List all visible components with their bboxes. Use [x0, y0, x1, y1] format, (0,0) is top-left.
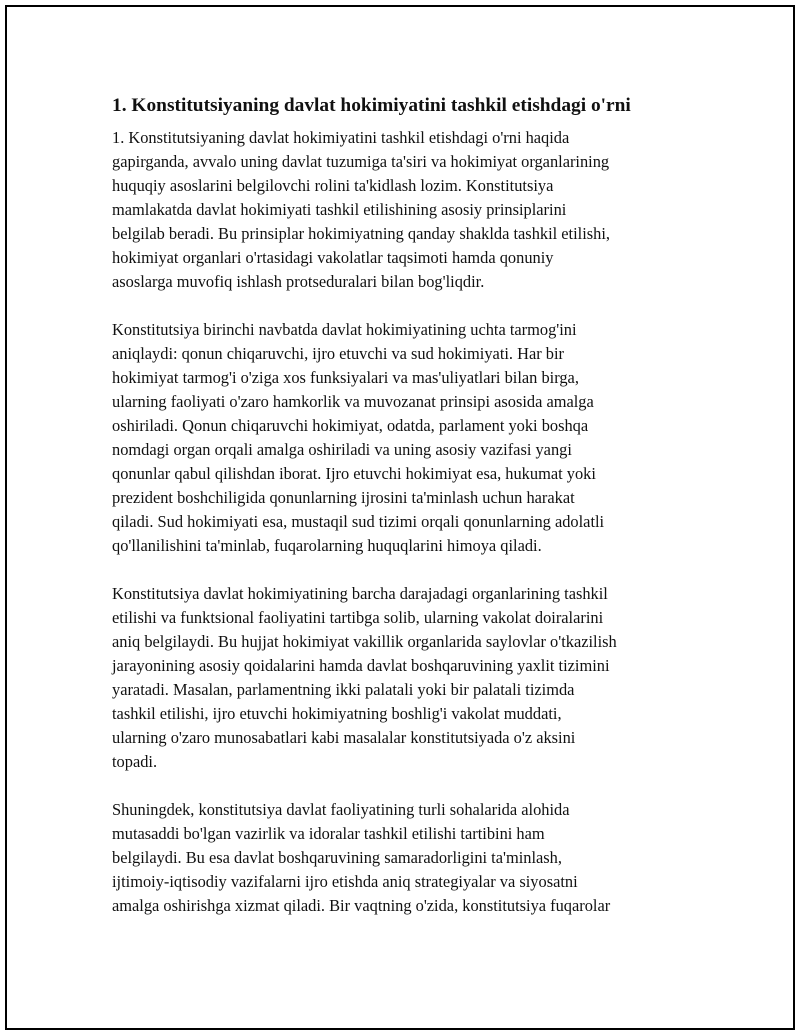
text-line: Konstitutsiya birinchi navbatda davlat hokimiyatining uchta tarmog'ini [112, 320, 577, 339]
text-line: jarayonining asosiy qoidalarini hamda davlat boshqaruvining yaxlit tizimini [112, 656, 610, 675]
text-line: qonunlar qabul qilishdan iborat. Ijro etuvchi hokimiyat esa, hukumat yoki [112, 464, 596, 483]
text-line: ularning faoliyati o'zaro hamkorlik va muvozanat prinsipi asosida amalga [112, 392, 594, 411]
text-line: yaratadi. Masalan, parlamentning ikki palatali yoki bir palatali tizimda [112, 680, 575, 699]
paragraph-3 [112, 582, 692, 774]
text-line: aniq belgilaydi. Bu hujjat hokimiyat vakillik organlarida saylovlar o'tkazilish [112, 632, 617, 651]
text-line: nomdagi organ orqali amalga oshiriladi va uning asosiy vazifasi yangi [112, 440, 572, 459]
text-line: topadi. [112, 752, 158, 771]
text-line: qiladi. Sud hokimiyati esa, mustaqil sud tizimi orqali qonunlarning adolatli [112, 512, 605, 531]
text-line: belgilaydi. Bu esa davlat boshqaruvining samaradorligini ta'minlash, [112, 848, 562, 867]
paragraph-2 [112, 318, 692, 558]
text-line: ularning o'zaro munosabatlari kabi masalalar konstitutsiyada o'z aksini [112, 728, 576, 747]
text-line: etilishi va funktsional faoliyatini tartibga solib, ularning vakolat doiralarini [112, 608, 604, 627]
text-line: mamlakatda davlat hokimiyati tashkil etilishining asosiy prinsiplarini [112, 200, 567, 219]
text-line: huquqiy asoslarini belgilovchi rolini ta'kidlash lozim. Konstitutsiya [112, 176, 554, 195]
text-line: ijtimoiy-iqtisodiy vazifalarni ijro etishda aniq strategiyalar va siyosatni [112, 872, 578, 891]
text-line: qo'llanilishini ta'minlab, fuqarolarning huquqlarini himoya qiladi. [112, 536, 542, 555]
text-line: mutasaddi bo'lgan vazirlik va idoralar tashkil etilishi tartibini ham [112, 824, 545, 843]
text-line: tashkil etilishi, ijro etuvchi hokimiyatning boshlig'i vakolat muddati, [112, 704, 562, 723]
text-line: hokimiyat organlari o'rtasidagi vakolatlar taqsimoti hamda qonuniy [112, 248, 554, 267]
document-content [112, 94, 692, 942]
text-line: amalga oshirishga xizmat qiladi. Bir vaqtning o'zida, konstitutsiya fuqarolar [112, 896, 611, 915]
document-title: 1. Konstitutsiyaning davlat hokimiyatini tashkil etishdagi o'rni [112, 95, 631, 116]
text-line: prezident boshchiligida qonunlarning ijrosini ta'minlash uchun harakat [112, 488, 575, 507]
text-line: Shuningdek, konstitutsiya davlat faoliyatining turli sohalarida alohida [112, 800, 570, 819]
text-line: belgilab beradi. Bu prinsiplar hokimiyatning qanday shaklda tashkil etilishi, [112, 224, 611, 243]
text-line: oshiriladi. Qonun chiqaruvchi hokimiyat, odatda, parlament yoki boshqa [112, 416, 589, 435]
text-line: aniqlaydi: qonun chiqaruvchi, ijro etuvchi va sud hokimiyati. Har bir [112, 344, 565, 363]
text-line: gapirganda, avvalo uning davlat tuzumiga ta'siri va hokimiyat organlarining [112, 152, 610, 171]
text-line: 1. Konstitutsiyaning davlat hokimiyatini tashkil etishdagi o'rni haqida [112, 128, 570, 147]
paragraph-4 [112, 798, 692, 918]
paragraph-1 [112, 126, 692, 294]
text-line: asoslarga muvofiq ishlash protseduralari bilan bog'liqdir. [112, 272, 485, 291]
text-line: hokimiyat tarmog'i o'ziga xos funksiyalari va mas'uliyatlari bilan birga, [112, 368, 579, 387]
text-line: Konstitutsiya davlat hokimiyatining barcha darajadagi organlarining tashkil [112, 584, 608, 603]
